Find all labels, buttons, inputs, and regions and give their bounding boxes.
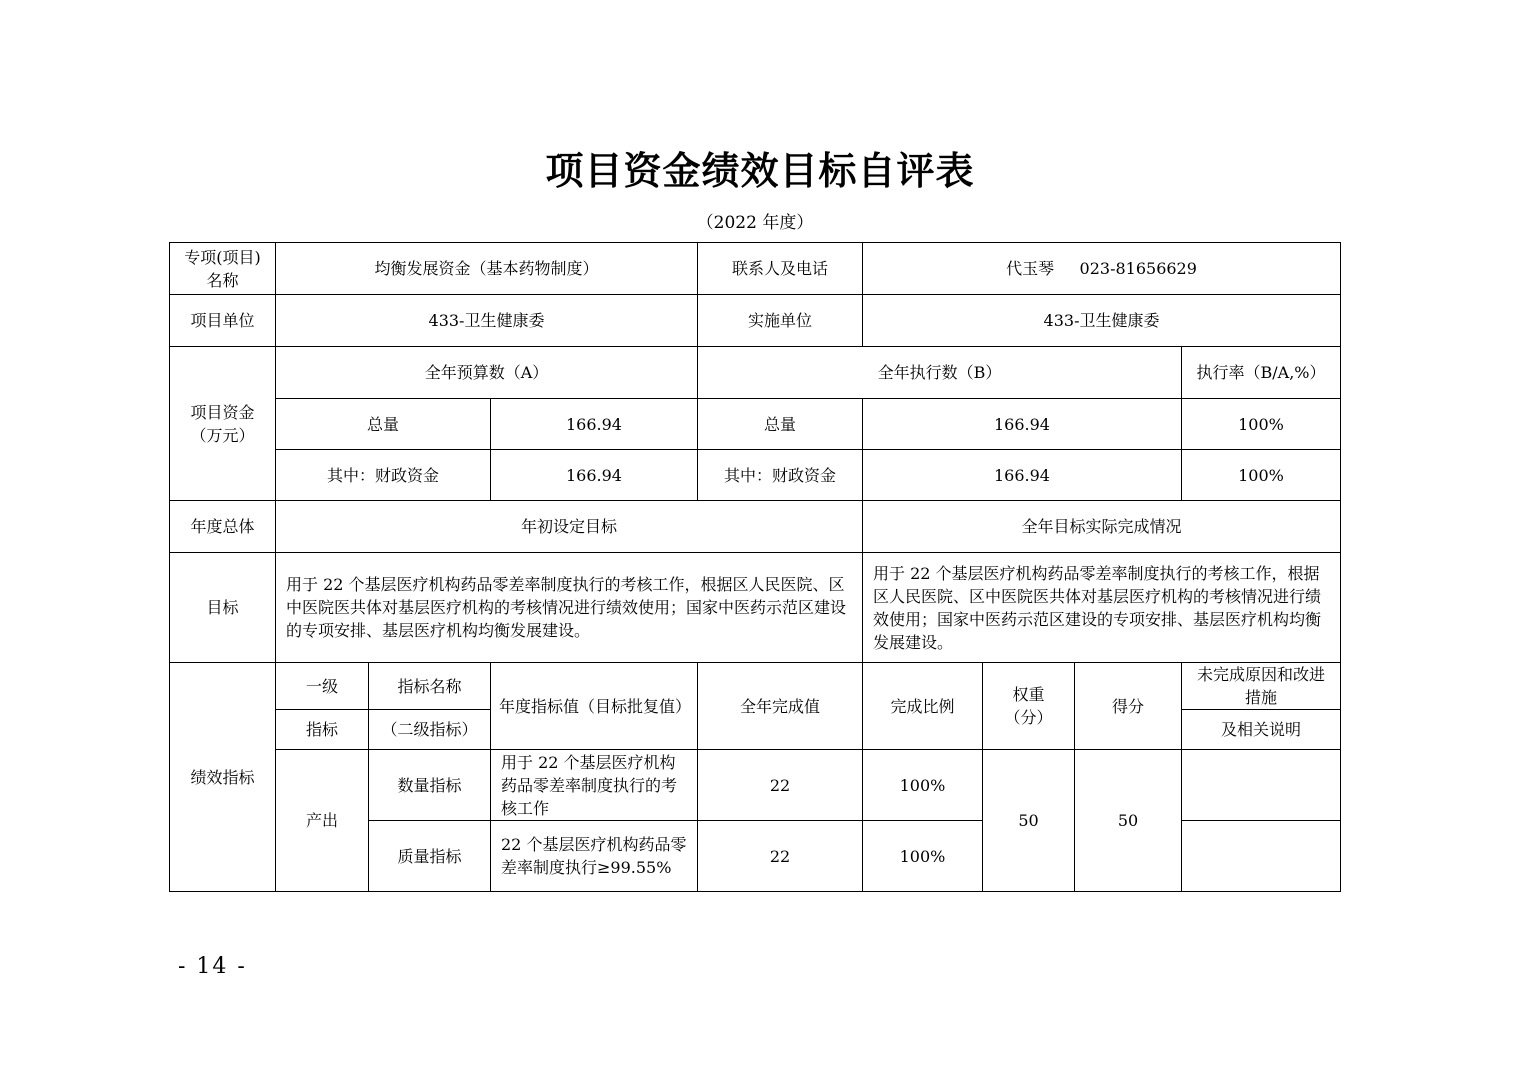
contact-value: 代玉琴 023-81656629 — [863, 243, 1341, 295]
goal-set-header: 年初设定目标 — [276, 501, 863, 553]
funds-fiscal-row — [170, 450, 1341, 501]
project-unit-value: 433-卫生健康委 — [276, 295, 698, 347]
level1-header-top: 一级 — [276, 663, 369, 710]
project-name-label: 专项(项目)名称 — [170, 243, 276, 295]
execution-total-label: 总量 — [698, 399, 863, 450]
goal-header-row — [170, 501, 1341, 553]
execution-total-rate: 100% — [1182, 399, 1341, 450]
funds-header-row — [170, 347, 1341, 399]
year-subtitle: （2022 年度） — [696, 213, 814, 233]
indicator-name-header-top: 指标名称 — [369, 663, 491, 710]
goal-text-row — [170, 553, 1341, 663]
level1-header-bottom: 指标 — [276, 710, 369, 750]
indicator-score: 50 — [1075, 750, 1182, 892]
goal-label-bottom: 目标 — [170, 553, 276, 663]
execution-fiscal-rate: 100% — [1182, 450, 1341, 501]
goal-label-top: 年度总体 — [170, 501, 276, 553]
target-value-header: 年度指标值（目标批复值） — [491, 663, 698, 750]
actual-value-header: 全年完成值 — [698, 663, 863, 750]
execution-fiscal-value: 166.94 — [863, 450, 1182, 501]
indicator-reason — [1182, 750, 1341, 821]
indicator-weight: 50 — [983, 750, 1075, 892]
indicator-name: 质量指标 — [369, 821, 491, 892]
implementing-unit-value: 433-卫生健康委 — [863, 295, 1341, 347]
execution-header: 全年执行数（B） — [698, 347, 1182, 399]
project-unit-label: 项目单位 — [170, 295, 276, 347]
goal-actual-header: 全年目标实际完成情况 — [863, 501, 1341, 553]
indicator-ratio: 100% — [863, 750, 983, 821]
project-name-value: 均衡发展资金（基本药物制度） — [276, 243, 698, 295]
indicator-row — [170, 750, 1341, 821]
indicator-header-row-1 — [170, 663, 1341, 710]
goal-actual-text: 用于 22 个基层医疗机构药品零差率制度执行的考核工作，根据区人民医院、区中医院医共体对基层医疗机构的考核情况进行绩效使用；国家中医药示范区建设的专项安排、基层医疗机构均衡发展建设。 — [863, 553, 1341, 663]
indicator-actual: 22 — [698, 750, 863, 821]
indicator-actual: 22 — [698, 821, 863, 892]
reason-header-bottom: 及相关说明 — [1182, 710, 1341, 750]
budget-fiscal-label: 其中：财政资金 — [276, 450, 491, 501]
project-name-row — [170, 243, 1341, 295]
project-unit-row — [170, 295, 1341, 347]
budget-fiscal-value: 166.94 — [491, 450, 698, 501]
funds-label: 项目资金（万元） — [170, 347, 276, 501]
score-header: 得分 — [1075, 663, 1182, 750]
goal-set-text: 用于 22 个基层医疗机构药品零差率制度执行的考核工作，根据区人民医院、区中医院医共体对基层医疗机构的考核情况进行绩效使用；国家中医药示范区建设的专项安排、基层医疗机构均衡发展建设。 — [276, 553, 863, 663]
execution-fiscal-label: 其中：财政资金 — [698, 450, 863, 501]
page-number: - 14 - — [178, 954, 247, 979]
weight-header: 权重（分） — [983, 663, 1075, 750]
indicator-category: 产出 — [276, 750, 369, 892]
implementing-unit-label: 实施单位 — [698, 295, 863, 347]
indicator-ratio: 100% — [863, 821, 983, 892]
reason-header-top: 未完成原因和改进措施 — [1182, 663, 1341, 710]
page-title: 项目资金绩效目标自评表 — [545, 149, 975, 193]
completion-ratio-header: 完成比例 — [863, 663, 983, 750]
budget-header: 全年预算数（A） — [276, 347, 698, 399]
indicator-target: 22 个基层医疗机构药品零差率制度执行≥99.55% — [491, 821, 698, 892]
execution-rate-header: 执行率（B/A,%） — [1182, 347, 1341, 399]
self-evaluation-table — [169, 242, 1341, 892]
indicator-reason — [1182, 821, 1341, 892]
indicator-name: 数量指标 — [369, 750, 491, 821]
budget-total-label: 总量 — [276, 399, 491, 450]
execution-total-value: 166.94 — [863, 399, 1182, 450]
funds-total-row — [170, 399, 1341, 450]
indicators-label: 绩效指标 — [170, 663, 276, 892]
indicator-name-header-bottom: （二级指标） — [369, 710, 491, 750]
contact-label: 联系人及电话 — [698, 243, 863, 295]
budget-total-value: 166.94 — [491, 399, 698, 450]
indicator-target: 用于 22 个基层医疗机构药品零差率制度执行的考核工作 — [491, 750, 698, 821]
